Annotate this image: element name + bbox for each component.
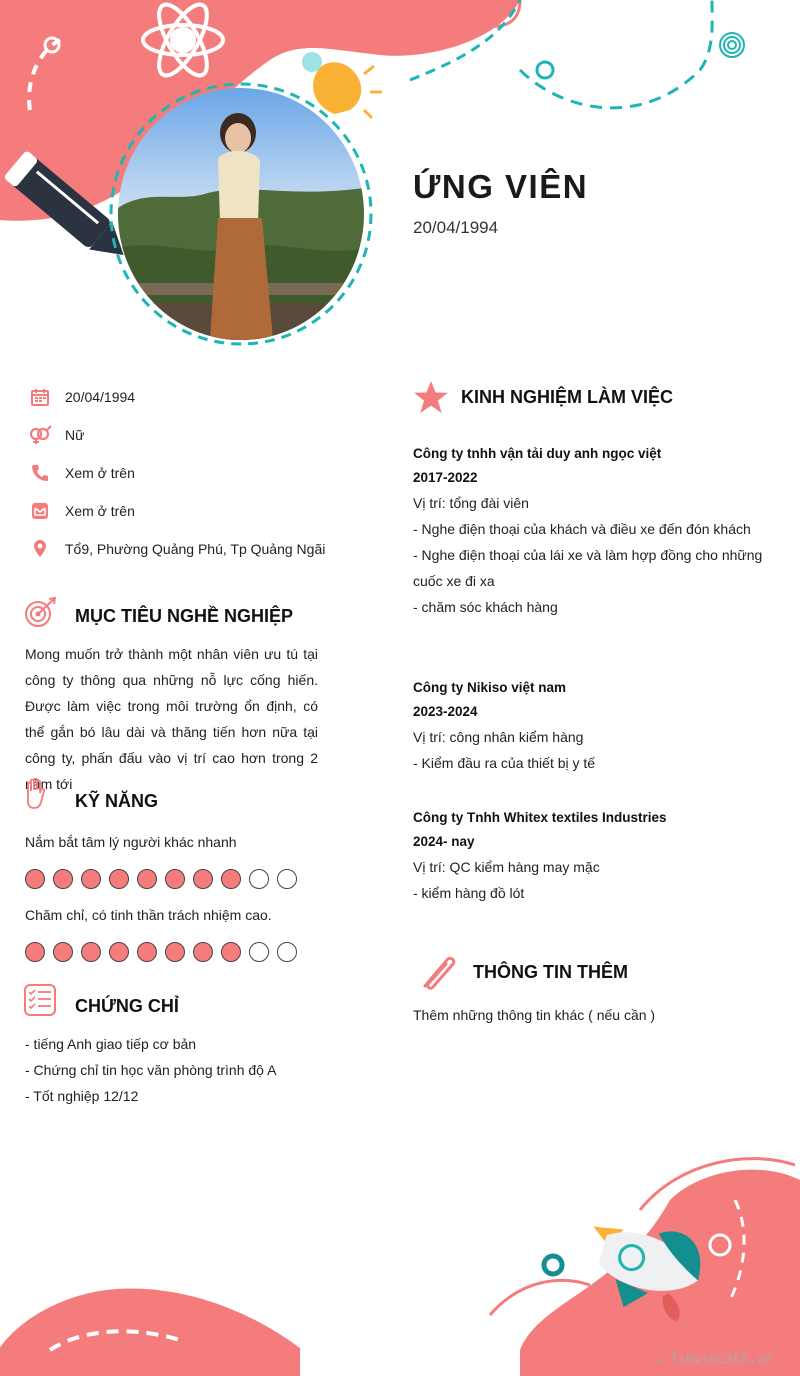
paperclip-icon	[415, 952, 459, 992]
phone-icon	[28, 461, 52, 485]
job-detail: - Nghe điện thoại của lái xe và làm hợp đồng cho những cuốc xe đi xa	[413, 547, 763, 589]
contact-dob	[28, 385, 135, 409]
job-years: 2023-2024	[413, 704, 478, 719]
contact-gender	[28, 423, 84, 447]
contact-text: Nữ	[65, 427, 85, 443]
job-position: Vị trí: công nhân kiểm hàng	[413, 729, 584, 745]
hand-icon	[24, 778, 48, 812]
skill-label: Nắm bắt tâm lý người khác nhanh	[25, 834, 237, 850]
skills-title: KỸ NĂNG	[75, 791, 159, 811]
header-decoration	[0, 0, 800, 360]
star-icon	[413, 380, 449, 414]
job-years: 2024- nay	[413, 834, 475, 849]
skill-dot	[277, 869, 297, 889]
contact-text: Xem ở trên	[65, 465, 135, 481]
contact-text: 20/04/1994	[65, 389, 136, 405]
spiral-icon	[720, 33, 744, 57]
contact-address	[28, 537, 325, 561]
certificates-title: CHỨNG CHỈ	[75, 996, 179, 1016]
skill-dot	[137, 942, 157, 962]
skill-dot	[221, 869, 241, 889]
skill-dot	[193, 869, 213, 889]
skill-rating	[25, 869, 297, 889]
target-icon	[24, 596, 58, 630]
job-company: Công ty Tnhh Whitex textiles Industries	[413, 810, 667, 825]
calendar-icon	[28, 385, 52, 409]
job-position: Vị trí: tổng đài viên	[413, 495, 529, 511]
skill-dot	[25, 942, 45, 962]
avatar	[118, 88, 364, 340]
skill-dot	[81, 942, 101, 962]
lightbulb-icon	[302, 52, 382, 118]
skill-dot	[165, 869, 185, 889]
skill-rating	[25, 942, 297, 962]
skill-dot	[53, 869, 73, 889]
experience-title: KINH NGHIỆM LÀM VIỆC	[461, 387, 674, 407]
additional-title: THÔNG TIN THÊM	[473, 962, 628, 982]
gender-icon	[28, 423, 52, 447]
job-years: 2017-2022	[413, 470, 478, 485]
skill-dot	[249, 942, 269, 962]
candidate-name: ỨNG VIÊN	[413, 168, 589, 205]
skill-label: Chăm chỉ, có tinh thần trách nhiệm cao.	[25, 907, 272, 923]
skill-dot	[53, 942, 73, 962]
skill-dot	[277, 942, 297, 962]
email-icon	[28, 499, 52, 523]
skill-dot	[81, 869, 101, 889]
job-entry	[413, 806, 783, 906]
additional-text: Thêm những thông tin khác ( nếu cần )	[413, 1007, 656, 1023]
certificate-item: - Chứng chỉ tin học văn phòng trình độ A	[25, 1062, 277, 1078]
location-icon	[28, 537, 52, 561]
contact-phone	[28, 461, 135, 485]
job-detail: - Nghe điện thoại của khách và điều xe đến đón khách	[413, 521, 751, 537]
job-company: Công ty tnhh vận tải duy anh ngọc việt	[413, 446, 662, 461]
contact-text: Xem ở trên	[65, 503, 135, 519]
footer-decoration	[0, 1140, 800, 1376]
certificate-item: - Tốt nghiệp 12/12	[25, 1088, 139, 1104]
skill-dot	[109, 942, 129, 962]
skill-dot	[165, 942, 185, 962]
job-entry	[413, 442, 783, 620]
contact-email	[28, 499, 135, 523]
job-company: Công ty Nikiso việt nam	[413, 680, 567, 695]
certificates-list	[25, 1031, 325, 1109]
skill-dot	[137, 869, 157, 889]
objective-text: Mong muốn trở thành một nhân viên ưu tú tại công ty thông qua những nỗ lực cống hiến. Được làm việc trong môi trường ổn định, có thể gắn bó lâu dài và thăng tiến hơn nữa tại công ty, phấn đấu vào vị trí cao hơn trong 2 năm tới	[25, 646, 318, 792]
contact-text: Tổ9, Phường Quảng Phú, Tp Quảng Ngãi	[65, 541, 326, 557]
job-entry	[413, 676, 783, 776]
watermark: ∴ Timviec365.vn	[654, 1352, 772, 1367]
job-detail: - chăm sóc khách hàng	[413, 599, 558, 615]
skill-dot	[25, 869, 45, 889]
skill-dot	[249, 869, 269, 889]
header-dob: 20/04/1994	[413, 218, 499, 237]
skill-dot	[193, 942, 213, 962]
job-position: Vị trí: QC kiểm hàng may mặc	[413, 859, 600, 875]
skill-dot	[221, 942, 241, 962]
job-detail: - Kiểm đầu ra của thiết bị y tế	[413, 755, 596, 771]
checklist-icon	[24, 984, 58, 1016]
job-detail: - kiểm hàng đồ lót	[413, 885, 525, 901]
objective-title: MỤC TIÊU NGHỀ NGHIỆP	[75, 606, 294, 626]
skill-dot	[109, 869, 129, 889]
certificate-item: - tiếng Anh giao tiếp cơ bản	[25, 1036, 197, 1052]
